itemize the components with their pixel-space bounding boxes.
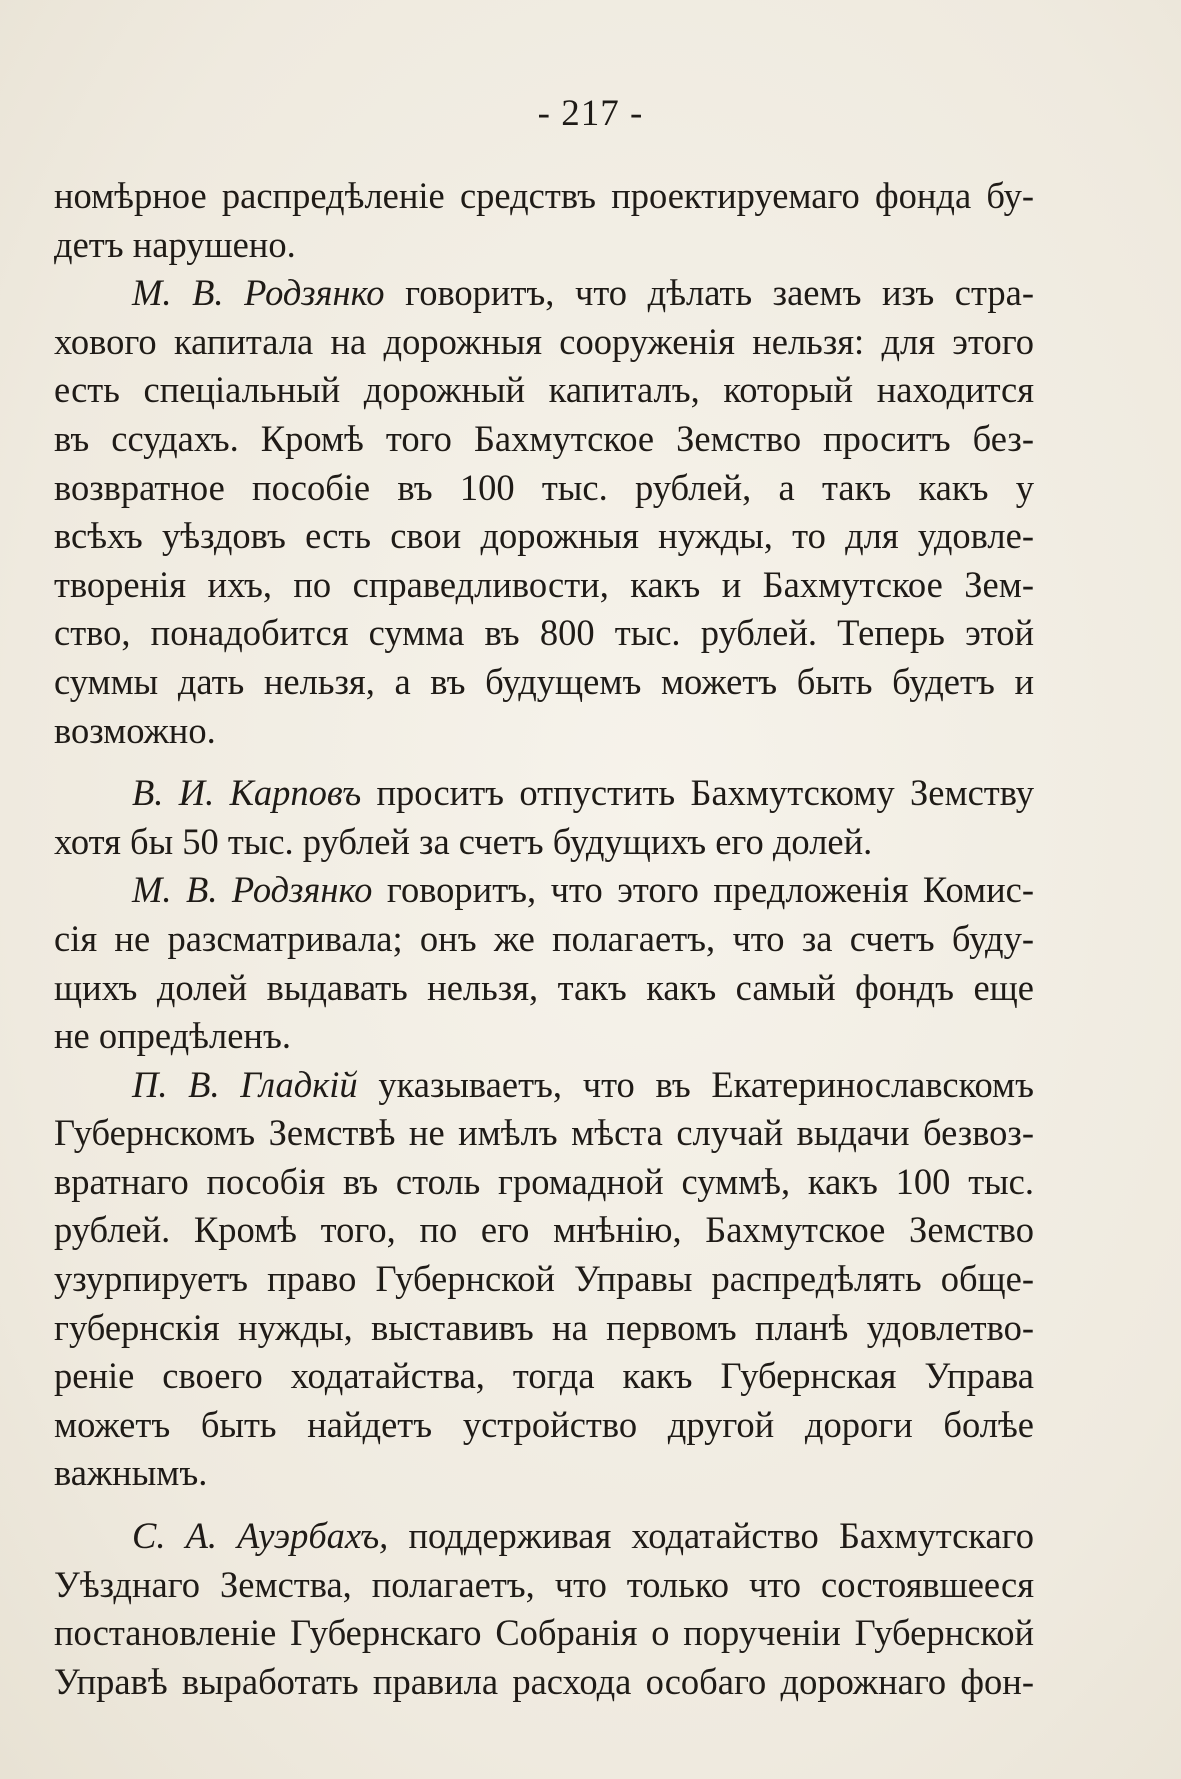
- text-line: узурпируетъ право Губернской Управы распредѣлять обще-: [54, 1258, 1034, 1300]
- text-line: [54, 269, 1034, 318]
- text-line: Управѣ выработать правила расхода особаго дорожнаго фон-: [54, 1660, 1034, 1702]
- text-line: возвратное пособіе въ 100 тыс. рублей, а такъ какъ у: [54, 466, 1034, 508]
- speaker-name: В. И. Карповъ: [132, 772, 362, 814]
- speaker-name: П. В. Гладкій: [132, 1063, 358, 1105]
- text-line: [54, 1512, 1034, 1561]
- text-line: можетъ быть найдетъ устройство другой дороги болѣе: [54, 1403, 1034, 1445]
- text-line: [54, 769, 1034, 818]
- line-text: говоритъ, что этого предложенія Комис-: [372, 869, 1034, 911]
- line-text: поддерживая ходатайство Бахмутскаго: [388, 1515, 1034, 1557]
- paragraph-gap: [54, 1498, 1034, 1512]
- text-line: постановленіе Губернскаго Собранія о порученіи Губернской: [54, 1612, 1034, 1654]
- text-line: хотя бы 50 тыс. рублей за счетъ будущихъ его долей.: [54, 820, 873, 862]
- text-line: суммы дать нельзя, а въ будущемъ можетъ быть будетъ и: [54, 660, 1034, 702]
- text-line: творенія ихъ, по справедливости, какъ и Бахмутское Зем-: [54, 563, 1034, 605]
- speaker-name: С. А. Ауэрбахъ,: [132, 1515, 389, 1557]
- speaker-name: М. В. Родзянко: [132, 272, 385, 314]
- text-line: ство, понадобится сумма въ 800 тыс. рублей. Теперь этой: [54, 612, 1034, 654]
- text-line: вратнаго пособія въ столь громадной суммѣ, какъ 100 тыс.: [54, 1160, 1034, 1202]
- text-line: въ ссудахъ. Кромѣ того Бахмутское Земство проситъ без-: [54, 417, 1034, 459]
- text-line: [54, 1061, 1034, 1110]
- body-text: [54, 172, 1034, 1706]
- line-text: говоритъ, что дѣлать заемъ изъ стра-: [384, 272, 1034, 314]
- text-line: [54, 866, 1034, 915]
- line-text: проситъ отпустить Бахмутскому Земству: [361, 772, 1034, 814]
- text-line: Губернскомъ Земствѣ не имѣлъ мѣста случай выдачи безвоз-: [54, 1112, 1034, 1154]
- text-line: Уѣзднаго Земства, полагаетъ, что только что состоявшееся: [54, 1563, 1034, 1605]
- line-text: указываетъ, что въ Екатеринославскомъ: [357, 1063, 1034, 1105]
- text-line: есть спеціальный дорожный капиталъ, который находится: [54, 369, 1034, 411]
- text-line: не опредѣленъ.: [54, 1015, 291, 1057]
- text-line: всѣхъ уѣздовъ есть свои дорожныя нужды, то для удовле-: [54, 515, 1034, 557]
- text-line: рублей. Кромѣ того, по его мнѣнію, Бахмутское Земство: [54, 1209, 1034, 1251]
- text-line: детъ нарушено.: [54, 223, 296, 265]
- text-line: сія не разсматривала; онъ же полагаетъ, что за счетъ буду-: [54, 917, 1034, 959]
- text-line: губернскія нужды, выставивъ на первомъ планѣ удовлетво-: [54, 1306, 1034, 1348]
- text-line: щихъ долей выдавать нельзя, такъ какъ самый фондъ еще: [54, 966, 1034, 1008]
- text-line: реніе своего ходатайства, тогда какъ Губернская Управа: [54, 1355, 1034, 1397]
- text-line: важнымъ.: [54, 1452, 208, 1494]
- text-line: хового капитала на дорожныя сооруженія нельзя: для этого: [54, 320, 1034, 362]
- page-number: - 217 -: [537, 93, 644, 134]
- speaker-name: М. В. Родзянко: [132, 869, 373, 911]
- paragraph-gap: [54, 755, 1034, 769]
- text-line: возможно.: [54, 709, 216, 751]
- text-line: номѣрное распредѣленіе средствъ проектируемаго фонда бу-: [54, 175, 1034, 216]
